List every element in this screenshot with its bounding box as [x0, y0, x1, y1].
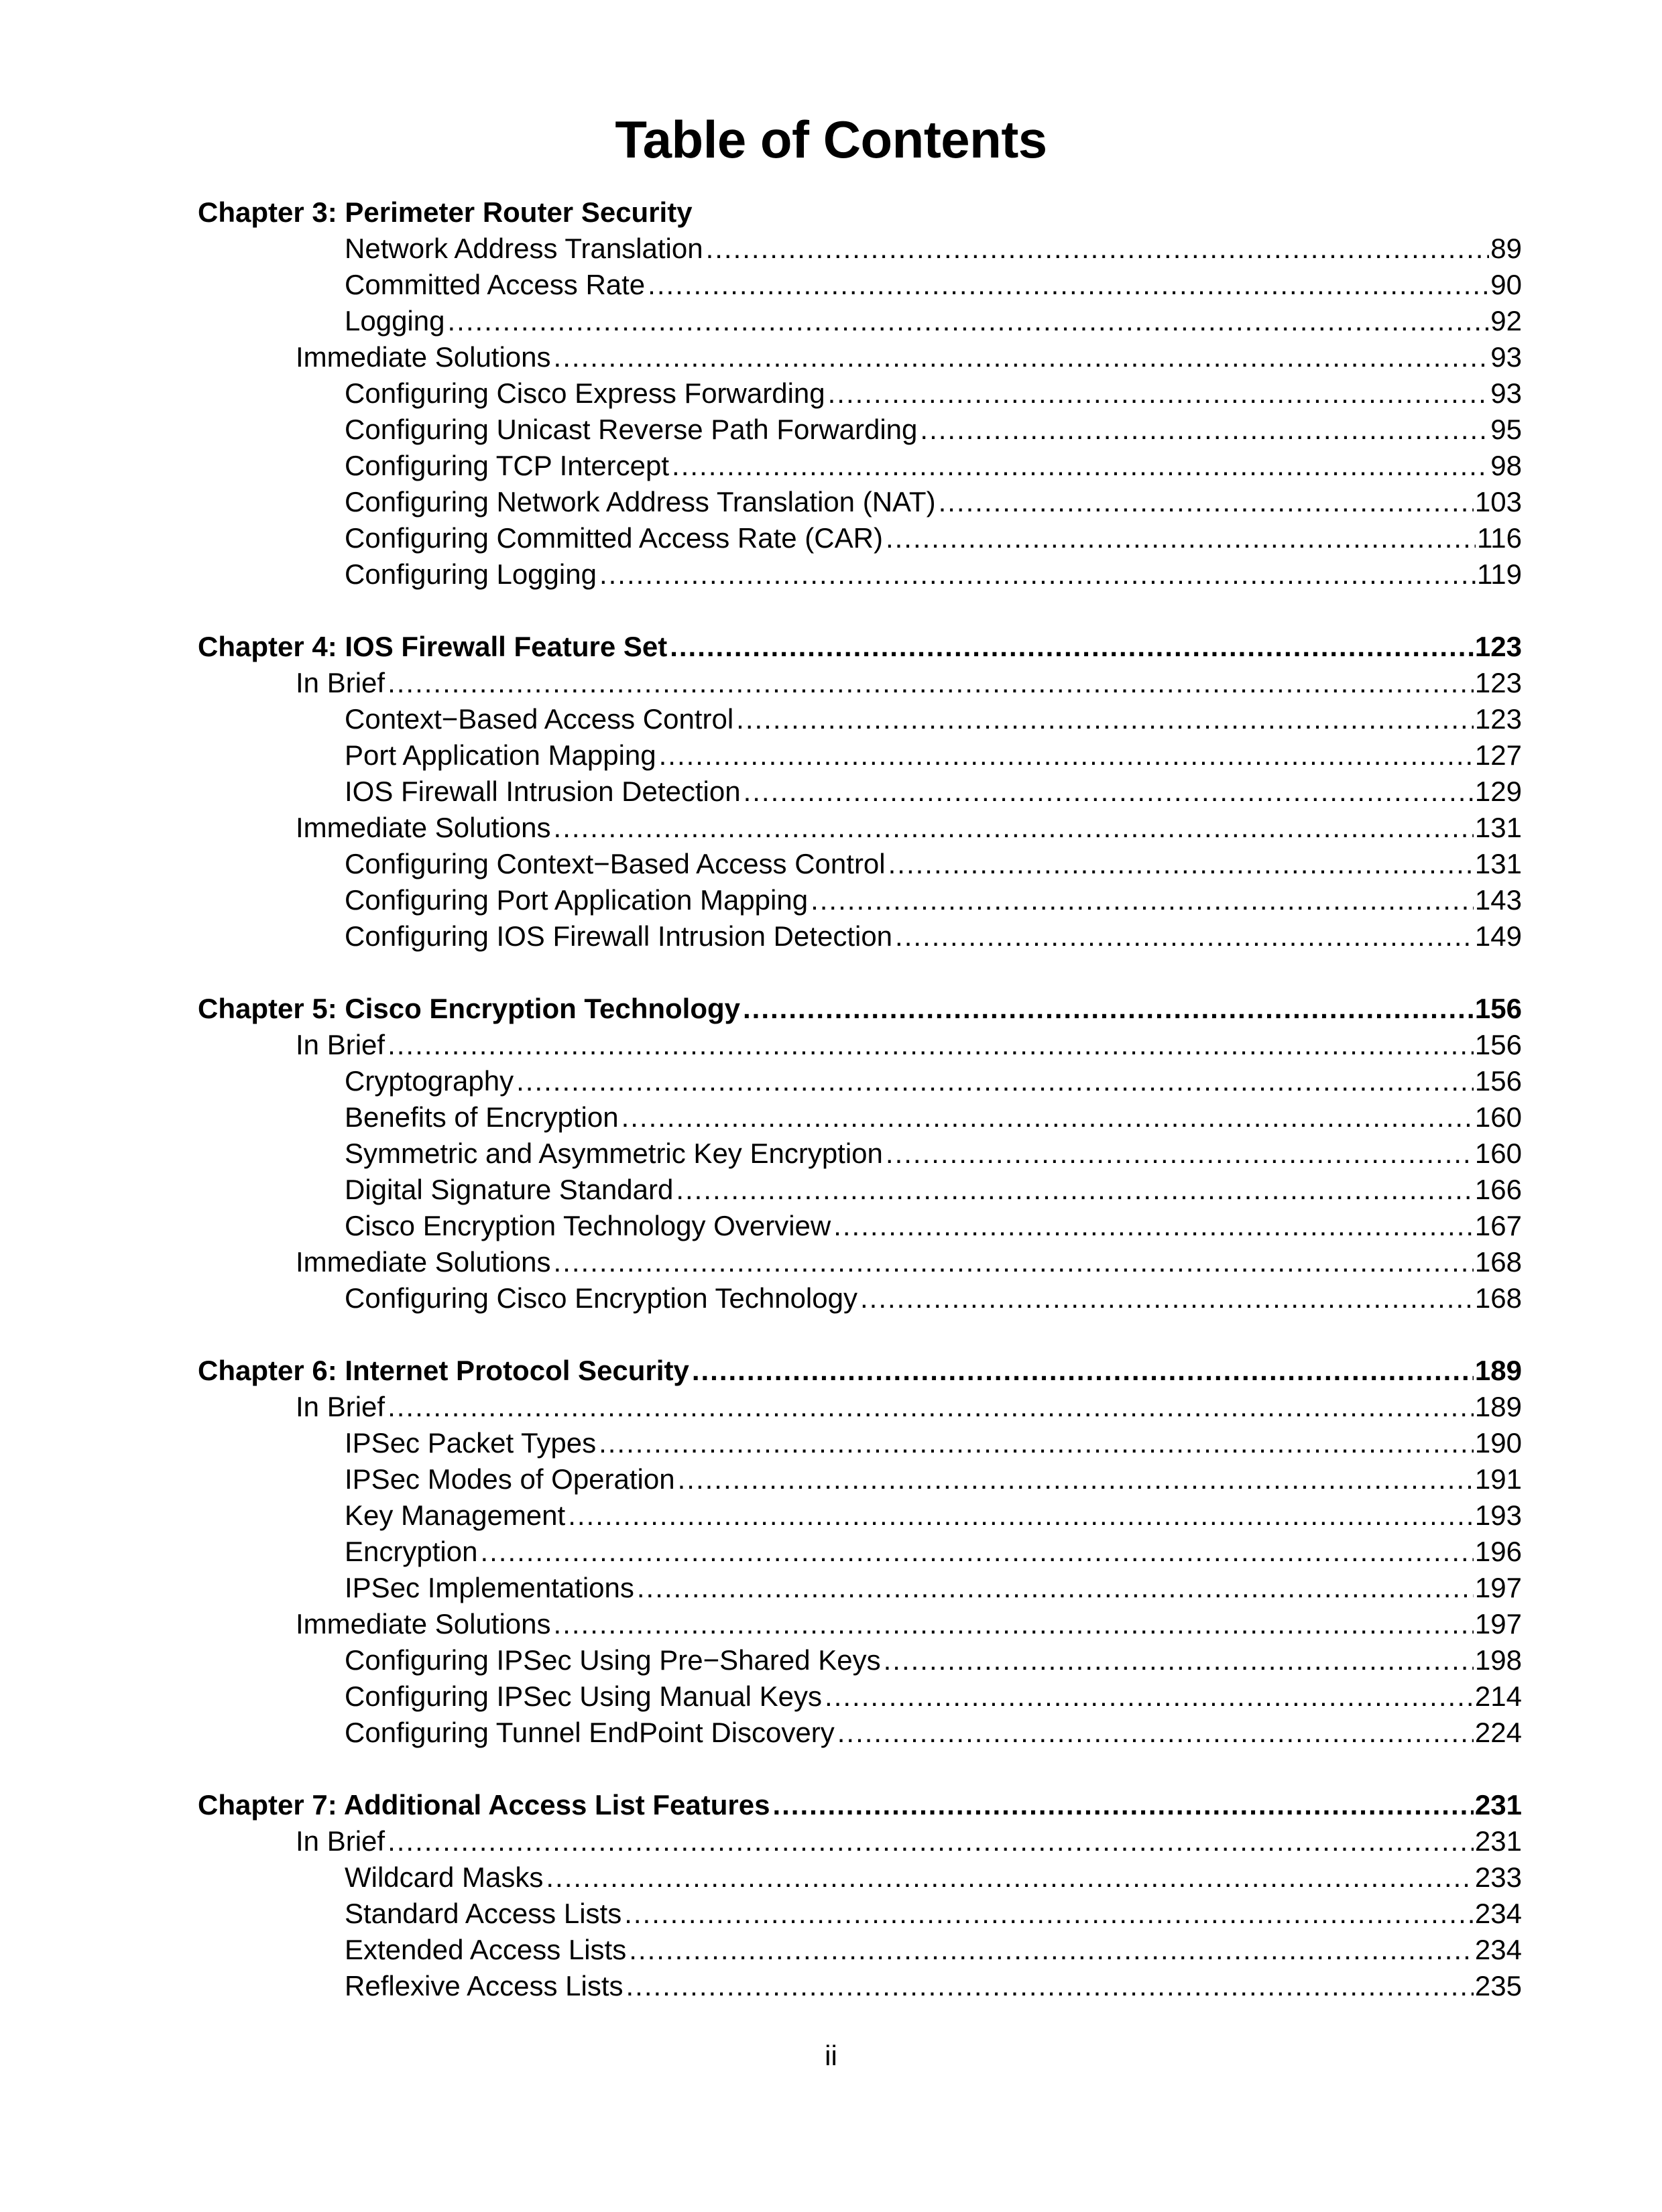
- toc-entry-label: Configuring IPSec Using Manual Keys: [345, 1680, 823, 1712]
- toc-subsection-entry[interactable]: [345, 1497, 1522, 1534]
- toc-dot-leader: [648, 267, 1489, 303]
- toc-subsection-entry[interactable]: [345, 846, 1522, 882]
- toc-dot-leader: [833, 1208, 1474, 1244]
- toc-entry-page: 198: [1474, 1644, 1522, 1676]
- toc-entry-page: 193: [1474, 1499, 1522, 1531]
- toc-subsection-entry[interactable]: [345, 1678, 1522, 1715]
- toc-section-entry[interactable]: [296, 1027, 1522, 1063]
- toc-section-entry[interactable]: [296, 1823, 1522, 1859]
- toc-dot-leader: [554, 339, 1490, 375]
- toc-entry-page: 168: [1474, 1246, 1522, 1278]
- toc-subsection-entry[interactable]: [345, 701, 1522, 737]
- toc-entry-page: 129: [1474, 776, 1522, 807]
- toc-entry-label: Configuring Cisco Express Forwarding: [345, 377, 825, 409]
- toc-entry-label: Port Application Mapping: [345, 739, 656, 771]
- toc-entry-page: 123: [1474, 703, 1522, 735]
- toc-section-entry[interactable]: [296, 810, 1522, 846]
- toc-entry-label: IPSec Modes of Operation: [345, 1463, 675, 1495]
- toc-entry-page: 189: [1474, 1391, 1522, 1422]
- toc-entry-label: In Brief: [296, 1825, 385, 1857]
- toc-entry-page: 89: [1490, 233, 1522, 264]
- toc-entry-label: Committed Access Rate: [345, 269, 646, 300]
- toc-subsection-entry[interactable]: [345, 375, 1522, 412]
- toc-subsection-entry[interactable]: [345, 737, 1522, 774]
- toc-entry-label: Configuring IPSec Using Pre−Shared Keys: [345, 1644, 881, 1676]
- toc-entry-label: Immediate Solutions: [296, 812, 551, 843]
- toc-entry-page: 197: [1474, 1572, 1522, 1603]
- toc-dot-leader: [629, 1932, 1474, 1968]
- toc-entry-label: In Brief: [296, 1029, 385, 1060]
- toc-dot-leader: [388, 665, 1474, 701]
- toc-entry-label: Benefits of Encryption: [345, 1101, 619, 1133]
- toc-entry-label: Cisco Encryption Technology Overview: [345, 1210, 831, 1241]
- toc-dot-leader: [888, 846, 1474, 882]
- toc-subsection-entry[interactable]: [345, 1642, 1522, 1678]
- toc-entry-label: Configuring Network Address Translation (NAT): [345, 486, 936, 517]
- toc-entry-page: 167: [1474, 1210, 1522, 1241]
- toc-entry-page: 197: [1474, 1608, 1522, 1640]
- toc-entry-label: Chapter 7: Additional Access List Features: [198, 1789, 770, 1821]
- toc-dot-leader: [706, 231, 1490, 267]
- toc-dot-leader: [626, 1968, 1474, 2004]
- toc-entry-label: Cryptography: [345, 1065, 514, 1097]
- toc-entry-label: Configuring TCP Intercept: [345, 450, 670, 481]
- toc-dot-leader: [837, 1715, 1474, 1751]
- toc-dot-leader: [554, 810, 1474, 846]
- toc-chapter-entry[interactable]: [198, 1787, 1522, 1823]
- toc-subsection-entry[interactable]: [345, 1208, 1522, 1244]
- toc-entry-label: Extended Access Lists: [345, 1934, 627, 1965]
- toc-entry-page: 189: [1474, 1355, 1522, 1386]
- toc-entry-page: 98: [1490, 450, 1522, 481]
- toc-entry-label: IPSec Implementations: [345, 1572, 634, 1603]
- toc-entry-label: Context−Based Access Control: [345, 703, 734, 735]
- toc-dot-leader: [480, 1534, 1473, 1570]
- toc-entry-page: 160: [1474, 1101, 1522, 1133]
- toc-entry-page: 143: [1474, 884, 1522, 916]
- toc-dot-leader: [599, 1425, 1474, 1461]
- toc-entry-page: 127: [1474, 739, 1522, 771]
- toc-entry-page: 123: [1474, 667, 1522, 698]
- toc-entry-label: Immediate Solutions: [296, 1246, 551, 1278]
- toc-entry-label: Network Address Translation: [345, 233, 703, 264]
- toc-subsection-entry[interactable]: [345, 918, 1522, 955]
- toc-entry-page: 231: [1474, 1825, 1522, 1857]
- toc-dot-leader: [884, 1642, 1474, 1678]
- toc-entry-label: Immediate Solutions: [296, 1608, 551, 1640]
- toc-subsection-entry[interactable]: [345, 448, 1522, 484]
- toc-section-entry[interactable]: [296, 1606, 1522, 1642]
- toc-entry-page: 156: [1474, 1029, 1522, 1060]
- toc-section-entry[interactable]: [296, 665, 1522, 701]
- toc-dot-leader: [886, 1135, 1474, 1172]
- toc-dot-leader: [736, 701, 1474, 737]
- toc-dot-leader: [599, 556, 1476, 593]
- toc-entry-label: Logging: [345, 305, 445, 336]
- toc-entry-page: 191: [1474, 1463, 1522, 1495]
- toc-subsection-entry[interactable]: [345, 267, 1522, 303]
- toc-chapter-entry[interactable]: [198, 1353, 1522, 1389]
- page-title: Table of Contents: [615, 110, 1047, 169]
- toc-entry-label: Key Management: [345, 1499, 566, 1531]
- toc-entry-page: 149: [1474, 920, 1522, 952]
- toc-dot-leader: [828, 375, 1490, 412]
- toc-dot-leader: [920, 412, 1489, 448]
- toc-dot-leader: [516, 1063, 1474, 1099]
- toc-entry-label: Encryption: [345, 1536, 478, 1567]
- toc-entry-label: Symmetric and Asymmetric Key Encryption: [345, 1138, 883, 1169]
- toc-entry-page: 156: [1474, 1065, 1522, 1097]
- toc-entry-label: In Brief: [296, 667, 385, 698]
- toc-dot-leader: [860, 1280, 1474, 1316]
- toc-dot-leader: [568, 1497, 1474, 1534]
- toc-entry-page: 92: [1490, 305, 1522, 336]
- toc-entry-page: 190: [1474, 1427, 1522, 1459]
- toc-subsection-entry[interactable]: [345, 556, 1522, 593]
- toc-entry-label: Configuring Logging: [345, 558, 597, 590]
- toc-entry-label: IOS Firewall Intrusion Detection: [345, 776, 741, 807]
- toc-entry-label: Digital Signature Standard: [345, 1174, 674, 1205]
- toc-dot-leader: [621, 1099, 1474, 1135]
- toc-entry-label: Configuring Context−Based Access Control: [345, 848, 886, 879]
- toc-dot-leader: [743, 991, 1474, 1027]
- toc-entry-label: Standard Access Lists: [345, 1898, 622, 1929]
- toc-subsection-entry[interactable]: [345, 1715, 1522, 1751]
- toc-entry-page: 166: [1474, 1174, 1522, 1205]
- toc-subsection-entry[interactable]: [345, 1135, 1522, 1172]
- toc-entry-page: 235: [1474, 1970, 1522, 2002]
- toc-dot-leader: [811, 882, 1474, 918]
- toc-dot-leader: [678, 1461, 1474, 1497]
- toc-subsection-entry[interactable]: [345, 1534, 1522, 1570]
- toc-subsection-entry[interactable]: [345, 882, 1522, 918]
- toc-subsection-entry[interactable]: [345, 1172, 1522, 1208]
- toc-entry-label: Configuring Unicast Reverse Path Forwarding: [345, 414, 918, 445]
- toc-entry-label: Configuring Cisco Encryption Technology: [345, 1282, 857, 1314]
- toc-chapter-entry[interactable]: [198, 629, 1522, 665]
- toc-subsection-entry[interactable]: [345, 1280, 1522, 1316]
- toc-dot-leader: [554, 1606, 1474, 1642]
- toc-subsection-entry[interactable]: [345, 1461, 1522, 1497]
- toc-entry-label: Chapter 4: IOS Firewall Feature Set: [198, 631, 668, 662]
- toc-subsection-entry[interactable]: [345, 1859, 1522, 1896]
- toc-dot-leader: [744, 774, 1474, 810]
- toc-entry-page: 93: [1490, 377, 1522, 409]
- toc-entry-label: Reflexive Access Lists: [345, 1970, 624, 2002]
- toc-entry-page: 123: [1474, 631, 1522, 662]
- toc-subsection-entry[interactable]: [345, 412, 1522, 448]
- toc-dot-leader: [895, 918, 1474, 955]
- toc-dot-leader: [825, 1678, 1474, 1715]
- toc-entry-page: 103: [1474, 486, 1522, 517]
- toc-entry-page: 93: [1490, 341, 1522, 373]
- toc-dot-leader: [670, 629, 1474, 665]
- toc-subsection-entry[interactable]: [345, 774, 1522, 810]
- toc-subsection-entry[interactable]: [345, 1968, 1522, 2004]
- toc-section-entry[interactable]: [296, 1389, 1522, 1425]
- toc-entry-page: 119: [1477, 558, 1522, 590]
- toc-entry-page: 160: [1474, 1138, 1522, 1169]
- toc-entry-page: 231: [1474, 1789, 1522, 1821]
- toc-entry-page: 95: [1490, 414, 1522, 445]
- toc-section-entry[interactable]: [296, 1244, 1522, 1280]
- toc-entry-label: Chapter 3: Perimeter Router Security: [198, 196, 693, 228]
- toc-entry-label: Configuring Committed Access Rate (CAR): [345, 522, 883, 554]
- toc-subsection-entry[interactable]: [345, 520, 1522, 556]
- toc-entry-page: 156: [1474, 993, 1522, 1024]
- toc-entry-page: 90: [1490, 269, 1522, 300]
- toc-dot-leader: [939, 484, 1474, 520]
- toc-entry-page: 234: [1474, 1898, 1522, 1929]
- toc-entry-page: 131: [1474, 848, 1522, 879]
- toc-dot-leader: [624, 1896, 1474, 1932]
- toc-subsection-entry[interactable]: [345, 303, 1522, 339]
- toc-dot-leader: [637, 1570, 1474, 1606]
- toc-dot-leader: [388, 1027, 1474, 1063]
- toc-entry-label: Immediate Solutions: [296, 341, 551, 373]
- toc-dot-leader: [676, 1172, 1474, 1208]
- toc-chapter-entry[interactable]: [198, 194, 1522, 231]
- toc-subsection-entry[interactable]: [345, 1099, 1522, 1135]
- toc-entry-page: 196: [1474, 1536, 1522, 1567]
- toc-subsection-entry[interactable]: [345, 1896, 1522, 1932]
- toc-dot-leader: [772, 1787, 1473, 1823]
- toc-dot-leader: [672, 448, 1489, 484]
- toc-entry-page: 168: [1474, 1282, 1522, 1314]
- toc-dot-leader: [388, 1389, 1474, 1425]
- toc-dot-leader: [388, 1823, 1474, 1859]
- toc-dot-leader: [447, 303, 1489, 339]
- toc-entry-page: 131: [1474, 812, 1522, 843]
- toc-subsection-entry[interactable]: [345, 1063, 1522, 1099]
- toc-entry-label: In Brief: [296, 1391, 385, 1422]
- toc-entry-label: Configuring IOS Firewall Intrusion Detection: [345, 920, 893, 952]
- toc-dot-leader: [554, 1244, 1474, 1280]
- toc-dot-leader: [546, 1859, 1474, 1896]
- toc-section-entry[interactable]: [296, 339, 1522, 375]
- toc-entry-page: 116: [1477, 522, 1522, 554]
- page-number: ii: [825, 2040, 837, 2071]
- toc-subsection-entry[interactable]: [345, 231, 1522, 267]
- toc-subsection-entry[interactable]: [345, 1570, 1522, 1606]
- toc-subsection-entry[interactable]: [345, 1425, 1522, 1461]
- toc-dot-leader: [659, 737, 1474, 774]
- toc-entry-label: Configuring Tunnel EndPoint Discovery: [345, 1717, 835, 1748]
- toc-entry-label: IPSec Packet Types: [345, 1427, 597, 1459]
- toc-subsection-entry[interactable]: [345, 484, 1522, 520]
- toc-dot-leader: [886, 520, 1476, 556]
- toc-entry-page: 224: [1474, 1717, 1522, 1748]
- toc-entry-label: Wildcard Masks: [345, 1861, 544, 1893]
- toc-entry-page: 234: [1474, 1934, 1522, 1965]
- toc-entry-page: 233: [1474, 1861, 1522, 1893]
- toc-entry-label: Chapter 6: Internet Protocol Security: [198, 1355, 689, 1386]
- toc-entry-page: 214: [1474, 1680, 1522, 1712]
- toc-entry-label: Configuring Port Application Mapping: [345, 884, 809, 916]
- toc-entry-label: Chapter 5: Cisco Encryption Technology: [198, 993, 740, 1024]
- toc-chapter-entry[interactable]: [198, 991, 1522, 1027]
- toc-subsection-entry[interactable]: [345, 1932, 1522, 1968]
- toc-dot-leader: [692, 1353, 1474, 1389]
